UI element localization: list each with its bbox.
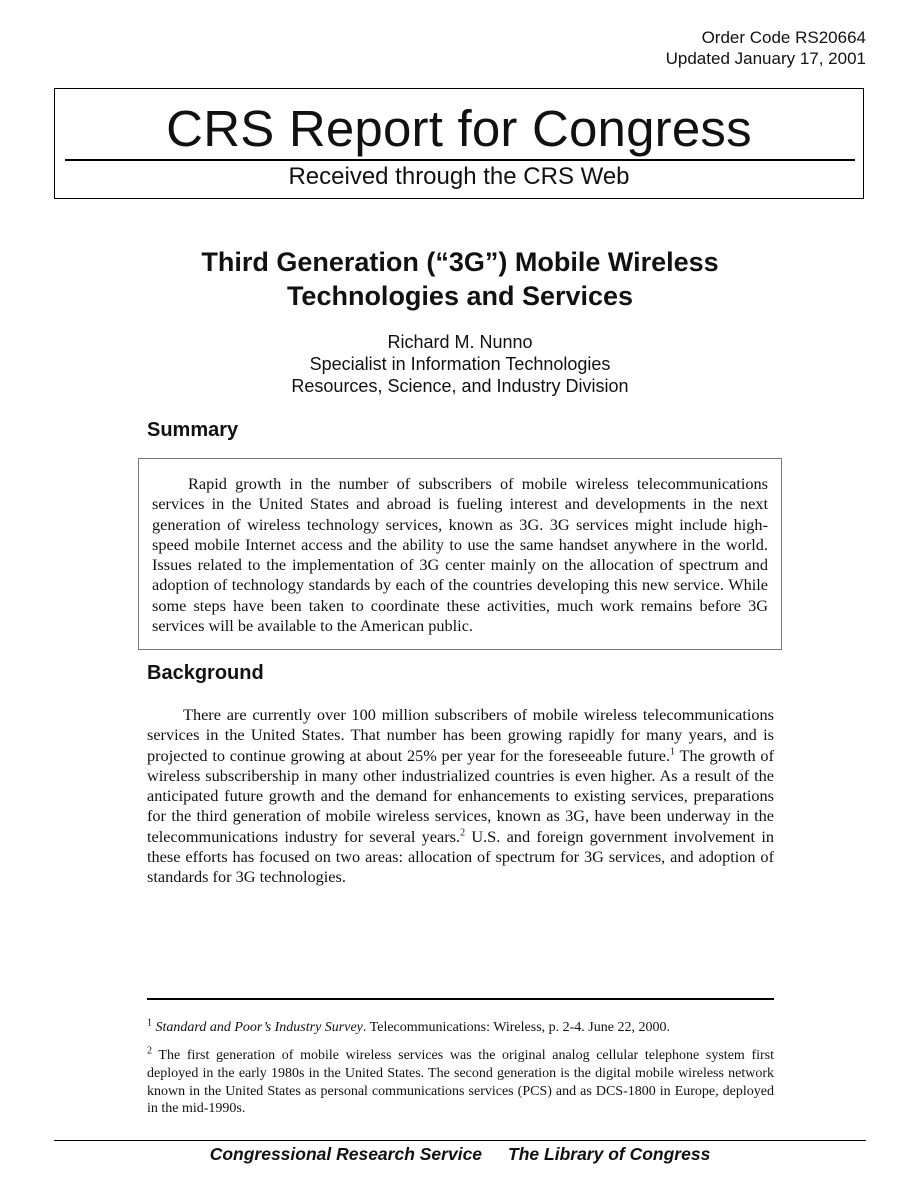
author-position: Specialist in Information Technologies — [309, 354, 611, 374]
footer-crs: Congressional Research Service — [209, 1144, 483, 1164]
author-name: Richard M. Nunno — [387, 332, 533, 352]
summary-box — [138, 458, 782, 650]
background-heading: Background — [147, 662, 264, 684]
footnote-1 — [147, 1019, 774, 1037]
page-footer — [0, 1143, 920, 1165]
banner-divider — [65, 159, 855, 161]
background-text-part-3: U.S. and foreign government involvement in these efforts has focused on two areas: allocation of spectrum for 3G services, and adoption of standards for 3G technologies. — [147, 826, 774, 887]
footnote-1-text: . Telecommunications: Wireless, p. 2-4. June 22, 2000. — [362, 1020, 670, 1035]
footnote-2-mark: 2 — [147, 1045, 152, 1057]
footnote-1-source: Standard and Poor’s Industry Survey — [155, 1020, 363, 1035]
report-title — [120, 245, 800, 313]
updated-date: Updated January 17, 2001 — [665, 49, 866, 68]
author-block — [0, 331, 920, 397]
background-paragraph — [147, 705, 774, 888]
summary-heading: Summary — [147, 419, 239, 441]
footer-divider — [54, 1140, 866, 1141]
footer-loc: The Library of Congress — [508, 1144, 711, 1164]
report-title-line-2: Technologies and Services — [286, 281, 634, 311]
footnote-ref-1[interactable]: 1 — [670, 746, 676, 758]
footnote-ref-2[interactable]: 2 — [460, 827, 466, 839]
background-text-part-1: There are currently over 100 million subscribers of mobile wireless telecommunications services in the United States. That number has been growing rapidly for many years, and is projected to continue growing at about 25% per year for the foreseeable future. — [147, 705, 774, 765]
order-info — [666, 27, 866, 69]
report-title-line-1: Third Generation (“3G”) Mobile Wireless — [201, 247, 719, 277]
footnote-2-text: The first generation of mobile wireless services was the original analog cellular telephone system first deployed in the early 1980s in the United States. The second generation is the digital mobile wireless network known in the United States as personal communications services (PCS) and as DCS-1800 in Europe, deployed in the mid-1990s. — [147, 1048, 775, 1117]
author-division: Resources, Science, and Industry Division — [291, 376, 629, 396]
crs-banner — [54, 88, 864, 199]
banner-subtitle: Received through the CRS Web — [288, 163, 630, 190]
summary-text: Rapid growth in the number of subscribers of mobile wireless telecommunications services in the United States and abroad is fueling interest and developments in the next generation of wireless technology services, known as 3G. 3G services might include high-speed mobile Internet access and the ability to use the same handset anywhere in the world. Issues related to the implementation of 3G center mainly on the allocation of spectrum and adoption of technology standards by each of the countries developing this new service. While some steps have been taken to coordinate these activities, much work remains before 3G services will be available to the American public. — [152, 474, 768, 636]
footnote-1-mark: 1 — [147, 1017, 152, 1029]
order-code: Order Code RS20664 — [701, 28, 866, 47]
background-text-part-2: The growth of wireless subscribership in many other industrialized countries is even higher. As a result of the anticipated future growth and the demand for enhancements to existing services, preparations for the third generation of mobile wireless services, known as 3G, have been underway in the telecommunications industry for several years. — [147, 745, 774, 846]
footnote-divider — [147, 998, 774, 1000]
banner-title: CRS Report for Congress — [166, 100, 752, 157]
footnote-2 — [147, 1047, 774, 1118]
